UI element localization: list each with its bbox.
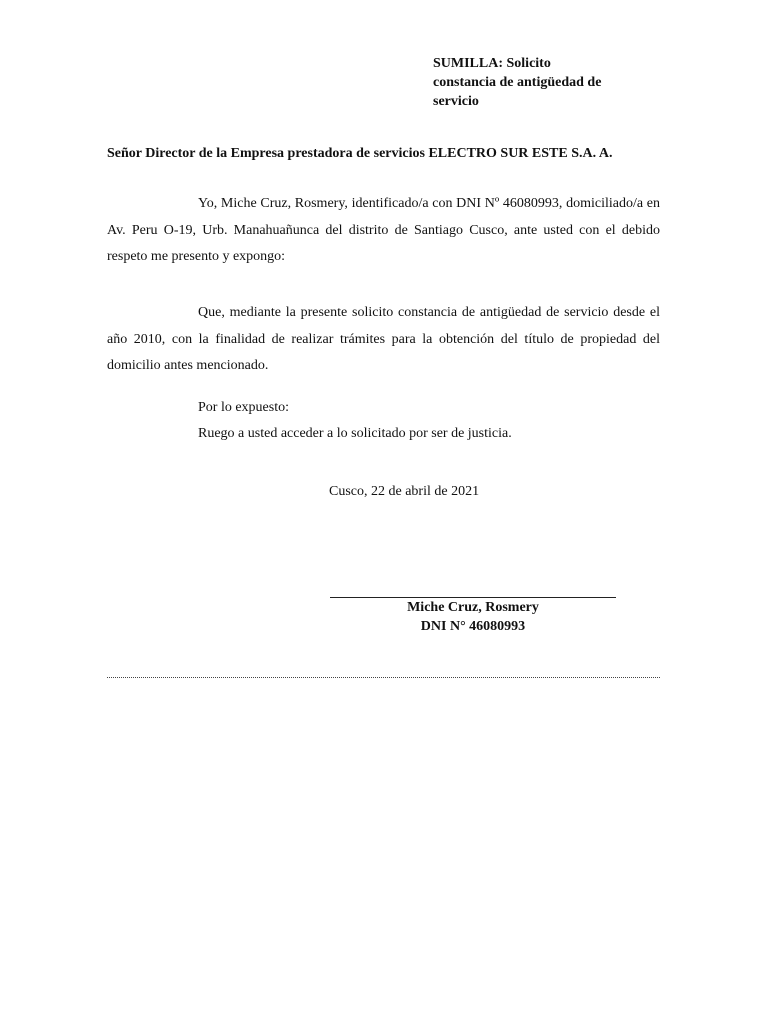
addressee-heading: Señor Director de la Empresa prestadora de servicios ELECTRO SUR ESTE S.A. A. [107, 146, 613, 161]
closing-line-1: Por lo expuesto: [198, 400, 289, 415]
date-line: Cusco, 22 de abril de 2021 [329, 484, 480, 499]
dotted-separator [107, 677, 660, 678]
closing-block [198, 395, 512, 447]
body-paragraph-introduction: Yo, Miche Cruz, Rosmery, identificado/a con DNI Nº 46080993, domiciliado/a en Av. Peru O-19, Urb. Manahuañunca del distrito de Santiago Cusco, ante usted con el debido respeto me presento y expongo: [107, 196, 660, 264]
sumilla-line-3: servicio [433, 94, 479, 109]
sumilla-line-1: SUMILLA: Solicito [433, 56, 551, 71]
signature-block [330, 598, 616, 636]
closing-line-2: Ruego a usted acceder a lo solicitado por ser de justicia. [198, 426, 512, 441]
body-paragraph-request: Que, mediante la presente solicito constancia de antigüedad de servicio desde el año 2010, con la finalidad de realizar trámites para la obtención del título de propiedad del domicilio antes mencionado. [107, 305, 660, 373]
signature-dni: DNI N° 46080993 [420, 619, 526, 634]
sumilla-line-2: constancia de antigüedad de [433, 75, 602, 90]
sumilla-block [433, 54, 648, 111]
signature-name: Miche Cruz, Rosmery [407, 600, 539, 615]
